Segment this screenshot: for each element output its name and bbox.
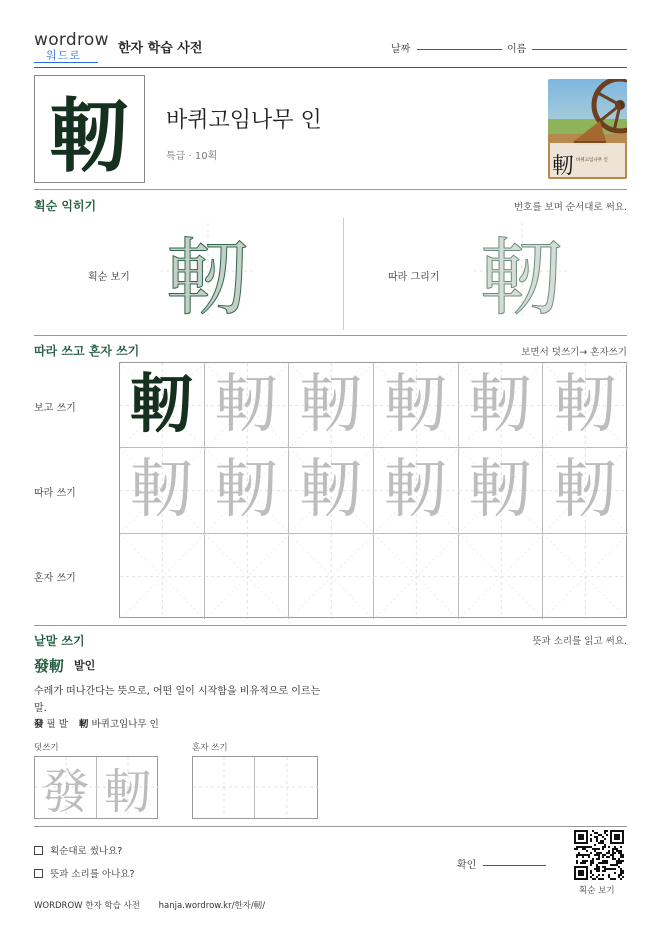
stroke-section-divider	[34, 335, 627, 336]
app-title: 한자 학습 사전	[118, 41, 203, 56]
practice-cell[interactable]	[289, 534, 374, 619]
word-alone-cell[interactable]	[256, 757, 318, 818]
word-trace-char: 軔	[103, 764, 152, 820]
logo-korean: 워드로	[46, 49, 81, 62]
qr-label: 획순 보기	[579, 886, 615, 896]
confirm-label: 확인	[457, 860, 477, 871]
hero-divider	[34, 189, 627, 190]
check-meaning-sound-label: 뜻과 소리를 아나요?	[50, 869, 135, 880]
stroke-view-box	[160, 223, 256, 327]
practice-trace-char: 軔	[299, 368, 364, 443]
word-trace-cell[interactable]	[97, 757, 159, 818]
cell-guide	[120, 534, 205, 619]
grade-stroke-count: 특급 · 10획	[166, 151, 218, 162]
practice-cell[interactable]	[374, 534, 459, 619]
word-hanja: 發軔	[34, 657, 65, 675]
practice-grid	[119, 362, 627, 618]
practice-trace-char: 軔	[553, 453, 618, 528]
part1-text: 필 발	[46, 719, 68, 730]
checkbox-meaning-sound[interactable]	[34, 869, 43, 878]
footer-brand: WORDROW 한자 학습 사전	[34, 901, 140, 911]
row-label-trace: 따라 쓰기	[34, 488, 76, 499]
main-character: 軔	[49, 88, 130, 183]
practice-cell[interactable]	[120, 534, 205, 619]
part1-char: 發	[34, 719, 44, 730]
practice-trace-char: 軔	[214, 368, 279, 443]
practice-cell[interactable]	[120, 363, 205, 448]
footer-url[interactable]: hanja.wordrow.kr/한자/軔/	[158, 901, 266, 911]
cell-guide	[543, 534, 628, 619]
stroke-section-hint: 번호를 보며 순서대로 써요.	[513, 202, 627, 213]
practice-trace-char: 軔	[214, 453, 279, 528]
name-field[interactable]	[532, 38, 627, 50]
practice-trace-char: 軔	[383, 368, 448, 443]
practice-cell[interactable]	[374, 448, 459, 533]
stroke-view-label: 획순 보기	[88, 272, 130, 283]
qr-code-icon[interactable]	[574, 830, 624, 880]
practice-cell[interactable]	[205, 534, 290, 619]
word-alone-box[interactable]	[192, 756, 318, 819]
stroke-trace-box[interactable]	[474, 223, 570, 327]
practice-model-char: 軔	[129, 367, 194, 443]
word-reading: 발인	[74, 659, 96, 672]
word-trace-label: 덧쓰기	[34, 743, 59, 753]
word-parts	[34, 716, 159, 730]
logo-underline	[34, 62, 98, 63]
character-meaning: 바퀴고임나무 인	[166, 108, 322, 133]
word-alone-label: 혼자 쓰기	[192, 743, 228, 753]
row-label-view: 보고 쓰기	[34, 403, 76, 414]
practice-cell[interactable]	[205, 363, 290, 448]
word-section-title: 낱말 쓰기	[34, 634, 85, 648]
practice-trace-char: 軔	[468, 368, 533, 443]
cell-guide	[459, 534, 544, 619]
word-section-divider	[34, 826, 627, 827]
illustration-thumbnail	[548, 79, 627, 179]
practice-cell[interactable]	[543, 363, 628, 448]
main-character-box	[34, 75, 145, 183]
check-stroke-order[interactable]	[34, 843, 122, 857]
footer-brand-line	[34, 899, 265, 911]
cell-guide	[289, 534, 374, 619]
practice-cell[interactable]	[120, 448, 205, 533]
row-label-alone: 혼자 쓰기	[34, 573, 76, 584]
practice-cell[interactable]	[374, 363, 459, 448]
practice-cell[interactable]	[459, 448, 544, 533]
practice-cell[interactable]	[205, 448, 290, 533]
checkbox-stroke-order[interactable]	[34, 846, 43, 855]
cell-guide	[205, 534, 290, 619]
word-trace-cell[interactable]	[35, 757, 97, 818]
cell-guide	[374, 534, 459, 619]
practice-trace-char: 軔	[553, 368, 618, 443]
check-meaning-sound[interactable]	[34, 866, 135, 880]
word-definition: 수레가 떠나간다는 뜻으로, 어떤 일이 시작함을 비유적으로 이르는 말.	[34, 686, 321, 714]
practice-cell[interactable]	[289, 363, 374, 448]
word-trace-box[interactable]	[34, 756, 158, 819]
date-field[interactable]	[417, 38, 502, 50]
practice-section-divider	[34, 625, 627, 626]
practice-cell[interactable]	[543, 534, 628, 619]
stroke-divider	[343, 218, 344, 330]
stroke-order-character: 軔	[165, 228, 250, 327]
name-label: 이름	[507, 44, 527, 55]
practice-section-title: 따라 쓰고 혼자 쓰기	[34, 344, 140, 358]
word-section-hint: 뜻과 소리를 읽고 써요.	[532, 636, 627, 647]
cell-guide	[193, 757, 255, 818]
word-alone-cell[interactable]	[193, 757, 255, 818]
practice-cell[interactable]	[543, 448, 628, 533]
practice-trace-char: 軔	[468, 453, 533, 528]
thumb-character: 軔	[552, 154, 575, 179]
practice-cell[interactable]	[289, 448, 374, 533]
confirm-field[interactable]	[483, 854, 546, 866]
thumb-title: 바퀴고임나무 인	[576, 158, 608, 163]
part2-text: 바퀴고임나무 인	[91, 719, 159, 730]
practice-section-hint: 보면서 덧쓰기→ 혼자쓰기	[521, 347, 627, 358]
stroke-trace-label: 따라 그리기	[388, 272, 440, 283]
wordrow-logo	[34, 30, 114, 66]
header-divider	[34, 67, 627, 68]
logo-wordmark: wordrow	[34, 30, 109, 50]
stroke-section-title: 획순 익히기	[34, 199, 97, 213]
part2-char: 軔	[78, 719, 89, 730]
practice-cell[interactable]	[459, 363, 544, 448]
word-trace-char: 發	[41, 764, 90, 820]
practice-trace-char: 軔	[129, 453, 194, 528]
cell-guide	[256, 757, 318, 818]
check-stroke-order-label: 획순대로 썼나요?	[50, 846, 123, 857]
trace-character: 軔	[479, 228, 564, 327]
qr-code-graphic	[574, 830, 624, 880]
practice-cell[interactable]	[459, 534, 544, 619]
practice-trace-char: 軔	[299, 453, 364, 528]
practice-trace-char: 軔	[383, 453, 448, 528]
date-label: 날짜	[391, 44, 411, 55]
